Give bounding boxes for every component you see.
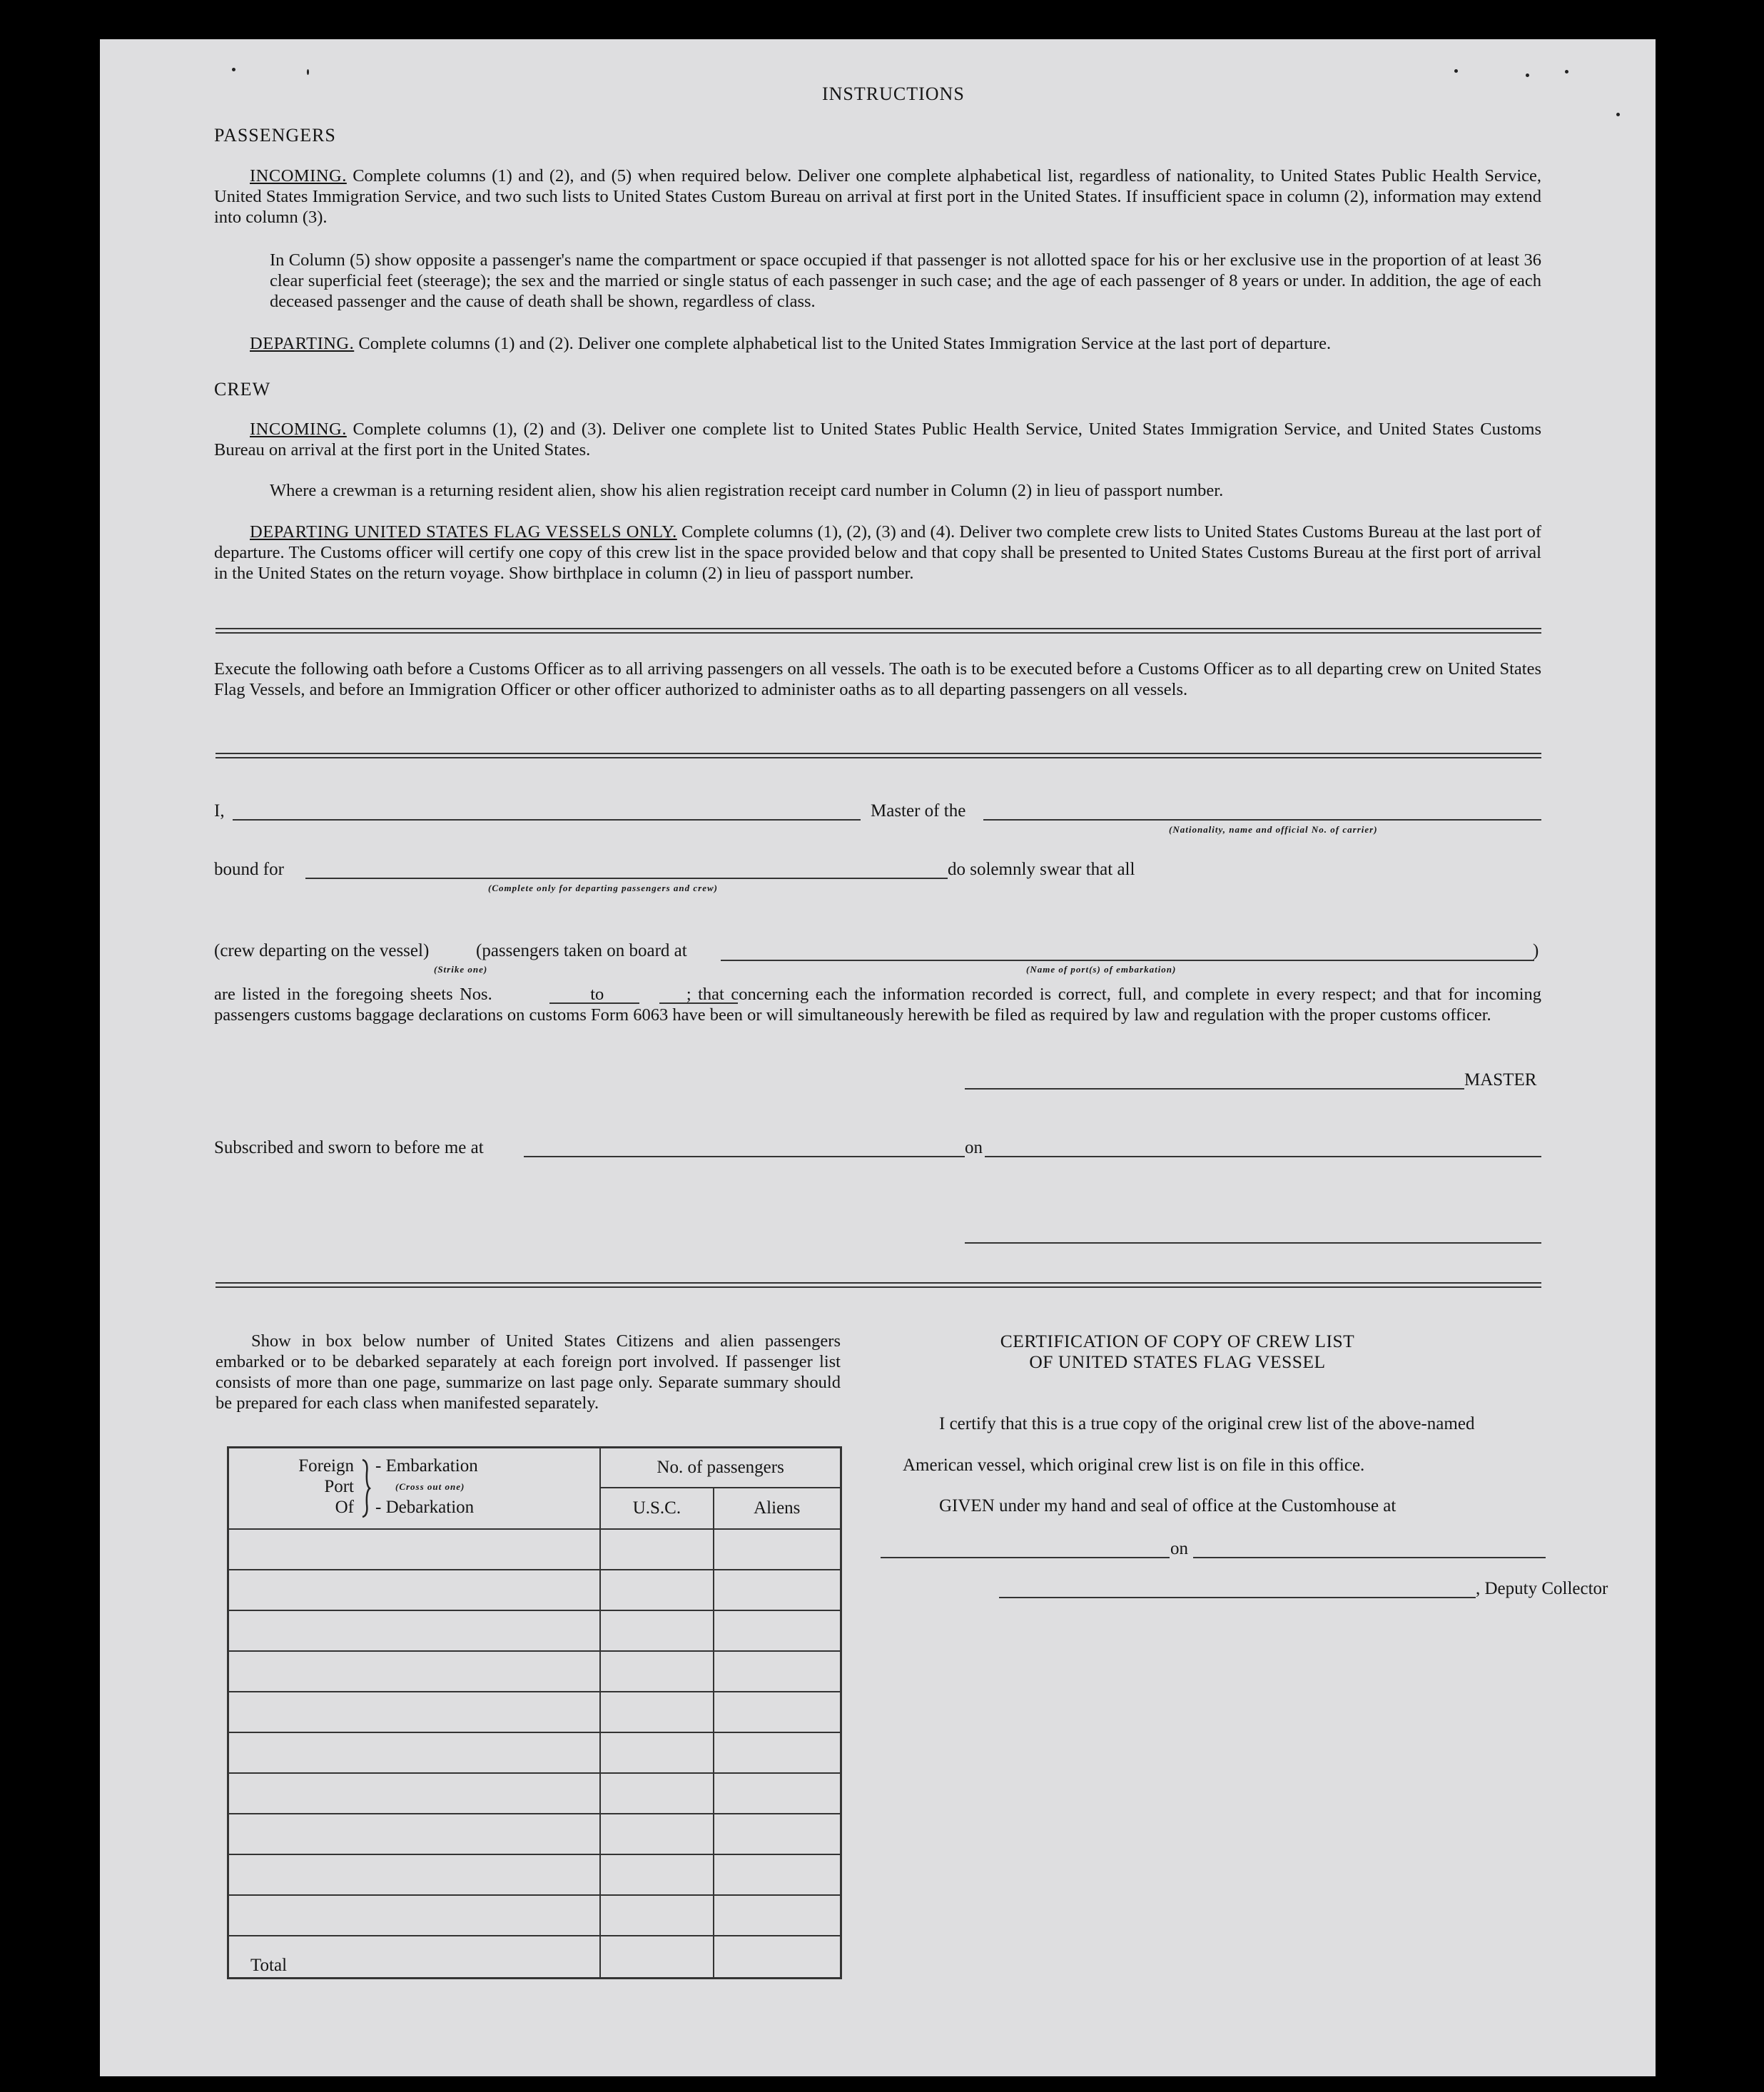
embark-debark-labels [375, 1456, 478, 1518]
passengers-departing-text: Complete columns (1) and (2). Deliver one complete alphabetical list to the United States Immigration Service at the last port of departure. [358, 334, 1332, 353]
column5-paragraph: In Column (5) show opposite a passenger's name the compartment or space occupied if that passenger is not allotted space for his or her exclusive use in the proportion of at least 36 clear superficial feet (steerage); the sex and the married or single status of each passenger in such case; and the age of each passenger of 8 years or under. In addition, the age of each deceased passenger and the cause of death shall be shown, regardless of class. [270, 250, 1541, 311]
table-row [228, 1814, 841, 1854]
aliens-cell[interactable] [714, 1732, 841, 1773]
aliens-cell[interactable] [714, 1692, 841, 1732]
usc-cell[interactable] [600, 1692, 713, 1732]
usc-cell[interactable] [600, 1651, 713, 1692]
table-row [228, 1692, 841, 1732]
crew-incoming-label: INCOMING. [250, 420, 347, 439]
divider-3 [216, 1282, 1541, 1288]
crew-incoming-text: Complete columns (1), (2) and (3). Deliver one complete list to United States Public Health Service, United States Immigration Service, and United States Customs Bureau on arrival at the first port in the United States. [214, 420, 1542, 459]
port-cell[interactable] [228, 1895, 601, 1936]
certification-date-line[interactable] [1193, 1557, 1546, 1558]
sheet-from-line[interactable] [549, 1002, 639, 1004]
port-cell[interactable] [228, 1570, 601, 1610]
aliens-cell[interactable] [714, 1570, 841, 1610]
scan-speck [1616, 113, 1620, 116]
port-cell[interactable] [228, 1692, 601, 1732]
aliens-cell[interactable] [714, 1854, 841, 1895]
officer-signature-line[interactable] [965, 1242, 1541, 1244]
passengers-taken-option: (passengers taken on board at [476, 941, 687, 960]
total-row [228, 1936, 841, 1979]
port-cell[interactable] [228, 1814, 601, 1854]
bound-for-label: bound for [214, 860, 284, 879]
certify-line1: I certify that this is a true copy of the original crew list of the above-named [939, 1414, 1475, 1433]
table-row [228, 1610, 841, 1651]
deputy-collector-label: , Deputy Collector [1476, 1579, 1608, 1598]
subscribed-label: Subscribed and sworn to before me at [214, 1138, 484, 1157]
of-label: Of [335, 1498, 354, 1517]
scan-speck [232, 68, 235, 71]
divider-2 [216, 753, 1541, 758]
form-sheet [100, 39, 1656, 2076]
total-aliens-cell[interactable] [714, 1936, 841, 1979]
listed-prefix: are listed in the foregoing sheets Nos. [214, 985, 492, 1004]
total-label: Total [228, 1936, 601, 1979]
given-text: GIVEN under my hand and seal of office at the Customhouse at [939, 1496, 1396, 1515]
total-usc-cell[interactable] [600, 1936, 713, 1979]
scan-speck [1454, 69, 1458, 73]
master-signature-line[interactable] [965, 1088, 1464, 1090]
scan-speck [1565, 70, 1568, 73]
scan-speck [307, 69, 309, 75]
passengers-departing-paragraph [250, 333, 1541, 354]
aliens-cell[interactable] [714, 1529, 841, 1570]
port-cell[interactable] [228, 1651, 601, 1692]
table-row [228, 1732, 841, 1773]
aliens-cell[interactable] [714, 1651, 841, 1692]
crew-departing-text: Complete columns (1), (2), (3) and (4). Deliver two complete crew lists to United States Customs Bureau at the last port of departure. The Customs officer will certify one copy of this crew list in the space provided below and that copy shall be presented to United States Customs Bureau at the first port of arrival in the United States on the return voyage. Show birthplace in column (2) in lieu of passport number. [214, 522, 1541, 583]
usc-header: U.S.C. [600, 1488, 713, 1529]
oath-instruction: Execute the following oath before a Customs Officer as to all arriving passengers on all vessels. The oath is to be executed before a Customs Officer as to all departing crew on United States Flag Vessels, and before an Immigration Officer or other officer authorized to administer oaths as to all departing passengers on all vessels. [214, 659, 1541, 699]
foreign-port-of-labels [290, 1456, 354, 1518]
no-of-passengers-header: No. of passengers [600, 1448, 841, 1488]
master-name-line[interactable] [233, 819, 861, 821]
passengers-incoming-text: Complete columns (1) and (2), and (5) when required below. Deliver one complete alphabetical list, regardless of nationality, to United States Public Health Service, United States Immigration Service, and two such lists to United States Custom Bureau on arrival at first port in the United States. If insufficient space in column (2), information may extend into column (3). [214, 166, 1542, 227]
aliens-cell[interactable] [714, 1773, 841, 1814]
brace-icon [361, 1458, 371, 1518]
passenger-summary-table [227, 1446, 842, 1979]
certify-line2: American vessel, which original crew list is on file in this office. [903, 1456, 1365, 1475]
crew-departing-paragraph [214, 522, 1541, 584]
certification-title-line1: CERTIFICATION OF COPY OF CREW LIST [1000, 1331, 1355, 1351]
usc-cell[interactable] [600, 1610, 713, 1651]
table-row [228, 1529, 841, 1570]
port-cell[interactable] [228, 1854, 601, 1895]
summary-instruction: Show in box below number of United States Citizens and alien passengers embarked or to be debarked separately at each foreign port involved. If passenger list consists of more than one page, summarize on last page only. Separate summary should be prepared for each class when manifested separately. [216, 1331, 841, 1413]
subscribed-on-word: on [965, 1138, 983, 1157]
usc-cell[interactable] [600, 1895, 713, 1936]
table-row [228, 1651, 841, 1692]
debarkation-label[interactable]: - Debarkation [375, 1498, 475, 1517]
table-row [228, 1570, 841, 1610]
sheet-to-line[interactable] [659, 1002, 738, 1004]
table-row [228, 1895, 841, 1936]
aliens-cell[interactable] [714, 1814, 841, 1854]
master-label: MASTER [1464, 1070, 1537, 1090]
foreign-label: Foreign [298, 1456, 354, 1476]
crew-departing-label: DEPARTING UNITED STATES FLAG VESSELS ONLY. [250, 522, 677, 542]
port-embarkation-line[interactable] [721, 960, 1534, 961]
nationality-note: (Nationality, name and official No. of carrier) [1169, 824, 1378, 835]
usc-cell[interactable] [600, 1732, 713, 1773]
instructions-title: INSTRUCTIONS [822, 83, 965, 104]
close-paren: ) [1533, 941, 1539, 960]
strike-one-note: (Strike one) [434, 964, 488, 975]
port-cell[interactable] [228, 1773, 601, 1814]
bound-for-line[interactable] [305, 878, 948, 879]
port-cell[interactable] [228, 1732, 601, 1773]
usc-cell[interactable] [600, 1529, 713, 1570]
foreign-port-header [228, 1448, 601, 1530]
usc-cell[interactable] [600, 1773, 713, 1814]
crew-departing-option: (crew departing on the vessel) [214, 941, 430, 960]
passengers-incoming-paragraph [214, 166, 1541, 228]
port-note: (Name of port(s) of embarkation) [1026, 964, 1177, 975]
port-cell[interactable] [228, 1529, 601, 1570]
cross-out-note: (Cross out one) [395, 1481, 465, 1492]
usc-cell[interactable] [600, 1854, 713, 1895]
aliens-cell[interactable] [714, 1895, 841, 1936]
summary-header-row [228, 1448, 841, 1488]
certification-on-word: on [1170, 1539, 1188, 1558]
embarkation-label[interactable]: - Embarkation [375, 1456, 478, 1476]
table-row [228, 1854, 841, 1895]
divider-1 [216, 628, 1541, 634]
customhouse-line[interactable] [881, 1557, 1170, 1558]
passengers-heading: PASSENGERS [214, 125, 336, 146]
subscribed-place-line[interactable] [524, 1156, 965, 1157]
subscribed-date-line[interactable] [985, 1156, 1541, 1157]
listed-paragraph [214, 984, 1541, 1025]
usc-cell[interactable] [600, 1814, 713, 1854]
deputy-signature-line[interactable] [999, 1597, 1476, 1598]
table-row [228, 1773, 841, 1814]
port-cell[interactable] [228, 1610, 601, 1651]
scan-speck [1526, 73, 1529, 77]
swear-text: do solemnly swear that all [948, 860, 1135, 879]
crew-heading: CREW [214, 379, 271, 400]
passengers-incoming-label: INCOMING. [250, 166, 347, 186]
master-of-the-label: Master of the [871, 801, 966, 821]
carrier-line[interactable] [983, 819, 1541, 821]
certification-title-line2: OF UNITED STATES FLAG VESSEL [1029, 1351, 1326, 1372]
listed-text: ; that concerning each the information recorded is correct, full, and complete in every respect; and that for incoming passengers customs baggage declarations on customs Form 6063 have been or will simultaneously herewith be filed as required by law and regulation with the proper customs officer. [214, 985, 1542, 1025]
usc-cell[interactable] [600, 1570, 713, 1610]
crew-incoming-paragraph [214, 419, 1541, 460]
aliens-cell[interactable] [714, 1610, 841, 1651]
oath-i-label: I, [214, 801, 225, 821]
passengers-departing-label: DEPARTING. [250, 334, 355, 353]
to-word: to [590, 985, 604, 1004]
crewman-paragraph: Where a crewman is a returning resident alien, show his alien registration receipt card number in Column (2) in lieu of passport number. [270, 481, 1224, 500]
certification-title [956, 1331, 1399, 1372]
complete-only-note: (Complete only for departing passengers and crew) [488, 883, 718, 893]
aliens-header: Aliens [714, 1488, 841, 1529]
port-label: Port [324, 1477, 354, 1496]
